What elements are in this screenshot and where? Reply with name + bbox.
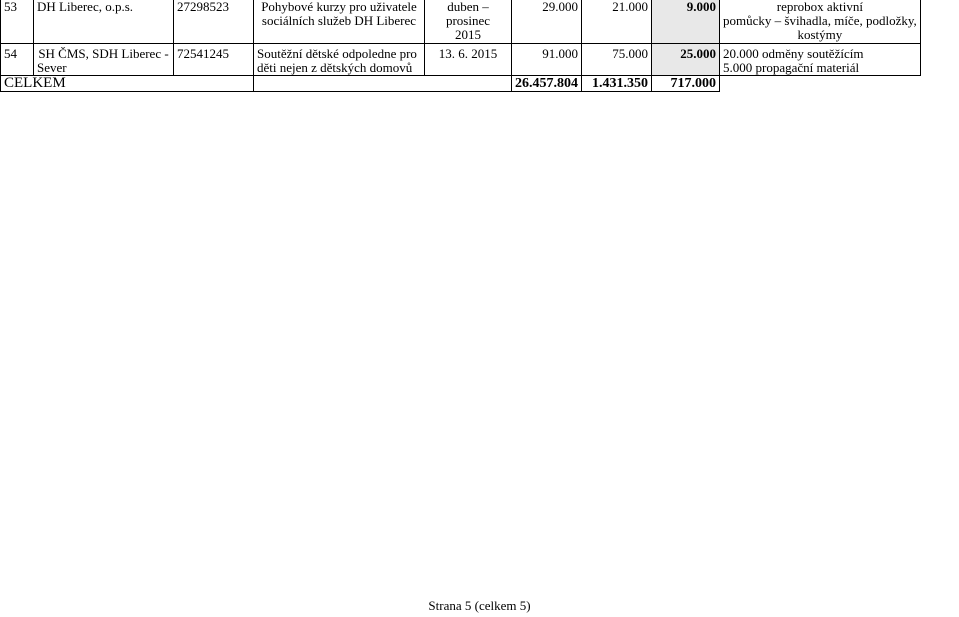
project-name [254,0,425,43]
purpose-line: 5.000 propagační materiál [723,59,860,75]
total-cost: 29.000 [512,0,582,43]
row-number: 53 [1,0,34,43]
requested-sum: 1.431.350 [582,75,652,91]
applicant-ico: 27298523 [174,0,254,43]
granted-amount: 9.000 [652,0,720,43]
total-cost: 91.000 [512,43,582,75]
requested-amount: 21.000 [582,0,652,43]
total-row [1,75,921,91]
applicant-line: Sever [37,59,67,75]
applicant-line: SH ČMS, SDH Liberec - [38,45,169,61]
grant-purpose [720,43,921,75]
term-line: 2015 [455,27,481,42]
row-number: 54 [1,43,34,75]
project-name [254,43,425,75]
term-line: duben – [447,0,489,14]
total-cost-sum: 26.457.804 [512,75,582,91]
purpose-line: kostýmy [797,27,843,42]
purpose-line: 20.000 odměny soutěžícím [723,45,864,61]
project-name-line: Soutěžní dětské odpoledne pro [257,45,417,61]
purpose-line: pomůcky – švihadla, míče, podložky, [723,13,917,28]
granted-sum: 717.000 [652,75,720,91]
granted-amount: 25.000 [652,43,720,75]
page-footer: Strana 5 (celkem 5) [428,598,531,613]
project-term [425,0,512,43]
project-name-line: sociálních služeb DH Liberec [261,13,417,28]
applicant-name: DH Liberec, o.p.s. [34,0,174,43]
table-row-53 [1,0,921,43]
purpose-line: reprobox aktivní [776,0,864,14]
project-name-line: děti nejen z dětských domovů [257,59,413,75]
table-row-54 [1,43,921,75]
total-label: CELKEM [1,75,254,91]
applicant-ico: 72541245 [174,43,254,75]
term-line: prosinec [445,13,491,28]
total-empty [254,75,512,91]
project-name-line: Pohybové kurzy pro uživatele [261,0,417,14]
grant-purpose [720,0,921,43]
applicant-name [34,43,174,75]
grant-table [0,0,921,92]
requested-amount: 75.000 [582,43,652,75]
total-purpose-empty [720,75,921,91]
project-term: 13. 6. 2015 [425,43,512,75]
